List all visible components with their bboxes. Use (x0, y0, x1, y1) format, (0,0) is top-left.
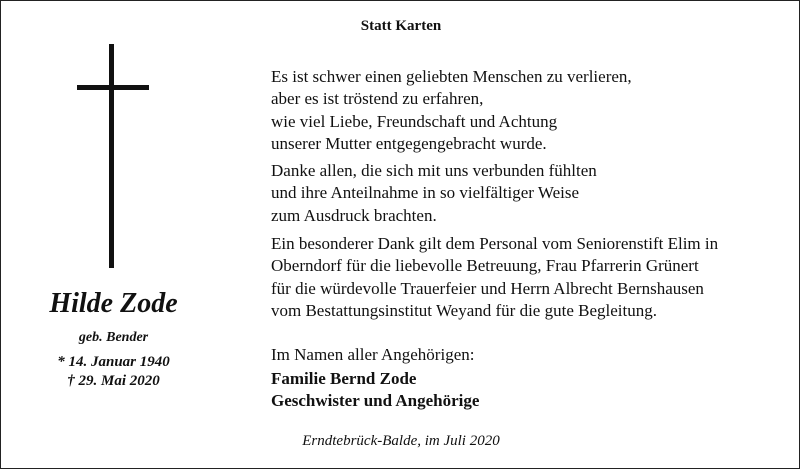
cross-icon (77, 44, 149, 268)
signature-family-2: Geschwister und Angehörige (271, 391, 480, 410)
paragraph-consolation: Es ist schwer einen geliebten Menschen zu verlieren, aber es ist tröstend zu erfahren, wie viel Liebe, Freundschaft und Achtung unserer Mutter entgegengebracht wurde. (271, 67, 632, 153)
paragraph-thanks: Danke allen, die sich mit uns verbunden fühlten und ihre Anteilnahme in so vielfältiger Weise zum Ausdruck brachten. (271, 161, 597, 225)
birth-date: * 14. Januar 1940 (57, 354, 170, 370)
death-date: † 29. Mai 2020 (67, 373, 160, 389)
header-title: Statt Karten (360, 18, 442, 34)
deceased-name: Hilde Zode (49, 288, 178, 319)
signature-family-1: Familie Bernd Zode (271, 369, 417, 388)
birth-name: geb. Bender (78, 330, 149, 345)
signature-closing: Im Namen aller Angehörigen: (271, 345, 475, 364)
paragraph-special-thanks: Ein besonderer Dank gilt dem Personal vom Seniorenstift Elim in Oberndorf für die liebevolle Betreuung, Frau Pfarrerin Grünert für die würdevolle Trauerfeier und Herrn Albrecht Bernshausen vom Bestattungsinstitut Weyand für die gute Begleitung. (271, 234, 719, 320)
place-date: Erndtebrück-Balde, im Juli 2020 (302, 433, 500, 449)
